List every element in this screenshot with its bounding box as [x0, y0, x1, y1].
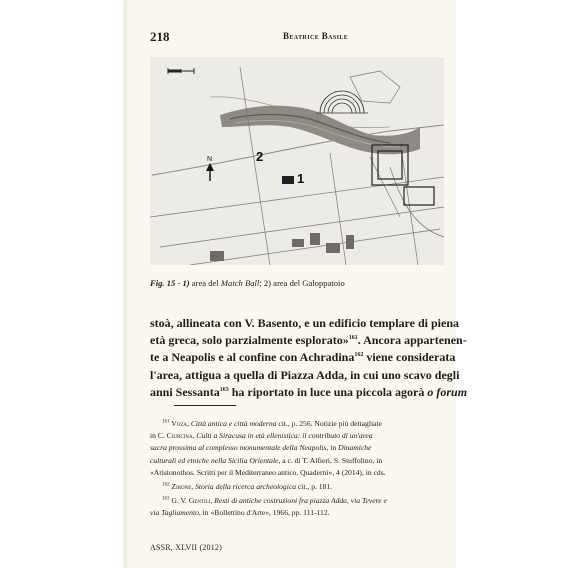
body-line-text: stoà, allineata con V. Basento, e un edificio templare di piena [150, 316, 460, 330]
footnote-author: Zirone [169, 482, 192, 492]
svg-text:N: N [207, 156, 213, 163]
body-line [150, 315, 460, 332]
footnote-line [150, 455, 444, 467]
footnote-161 [150, 418, 444, 479]
site-map-figure [150, 57, 444, 265]
body-line-italic: o forum [427, 384, 468, 399]
footnote-ref: 161 [348, 335, 358, 342]
body-line [150, 332, 467, 349]
footnote-text: in C. [150, 431, 167, 441]
caption-end: area del Galoppatoio [271, 278, 345, 288]
footnote-line [150, 481, 444, 493]
caption-prefix: Fig. 15 - 1) [150, 278, 190, 288]
footnote-line [150, 495, 444, 507]
footnote-text: , a c. di T. Alfieri, S. Stuffolino, in [278, 455, 383, 465]
footnote-title: Dinamiche [338, 443, 372, 453]
page-gutter-shadow [124, 0, 130, 568]
footnote-title: , Città antica e città moderna [187, 419, 277, 428]
footnote-line [150, 442, 444, 454]
footnote-162 [150, 481, 444, 493]
footnote-line [150, 418, 444, 430]
body-line [150, 384, 468, 401]
body-line-text: te a Neapolis e al confine con Achradina [150, 350, 355, 365]
page-footer: ASSR, XLVII (2012) [150, 543, 222, 552]
figure-caption [150, 277, 444, 289]
footnote-text: cit., p. 181. [296, 482, 333, 492]
footnote-line [150, 507, 444, 519]
footnote-number: 162 [162, 482, 170, 488]
footnote-text: cit., p. 256. Notizie più dettagliate [276, 419, 382, 428]
body-line-text: l'area, attigua a quella di Piazza Adda, in cui uno scavo degli [150, 367, 460, 382]
footnote-title: culturali ed etniche nella Sicilia Orientale [150, 455, 279, 465]
body-line [150, 349, 456, 366]
body-line-text: anni Sessanta [150, 384, 220, 399]
footnote-separator [174, 405, 236, 406]
footnote-line [150, 430, 444, 442]
footnote-text: , in [326, 443, 339, 453]
running-head: Beatrice Basile [283, 31, 349, 41]
footnote-163 [150, 495, 444, 519]
footnote-title: via Tagliamento [150, 508, 199, 518]
footnote-ref: 162 [354, 352, 364, 359]
footnote-number: 161 [162, 419, 170, 425]
footnote-line: «Aristonothos. Scritti per il Mediterraneo antico. Quaderni», 4 (2014), in cds. [150, 467, 386, 477]
footnote-title: , Culti a Siracusa in età ellenistica: il contributo di un'area [192, 431, 373, 441]
body-line-text: ha riportato in luce una piccola agorà [228, 384, 428, 399]
footnote-author: G. V. Gentili [169, 496, 211, 506]
footnote-ref: 163 [219, 386, 229, 393]
footnote-author: Ciurcina [166, 431, 193, 441]
caption-mid1: area del [189, 278, 221, 288]
footnote-author: Voza [169, 419, 188, 428]
body-paragraph [150, 315, 468, 401]
caption-italic1: Match Ball [220, 278, 260, 288]
footnote-number: 163 [162, 496, 170, 502]
footnote-title: sacra prossima al complesso monumentale della Neapolis [150, 443, 327, 453]
match-ball-area-marker [282, 176, 294, 184]
body-line-text: viene considerata [363, 350, 456, 365]
caption-mid2: ; 2) [259, 278, 272, 288]
map-label-1: 1 [297, 171, 305, 186]
footnote-text: , in «Bollettino d'Arte», 1966, pp. 111-112. [198, 508, 330, 518]
page-number: 218 [150, 29, 170, 44]
footnotes [150, 418, 444, 522]
site-map-drawing [150, 57, 444, 265]
footnote-title: , Storia della ricerca archeologica [191, 482, 297, 492]
body-line [150, 367, 460, 384]
page-header [150, 29, 444, 45]
body-line-text: . Ancora appartenen- [357, 333, 467, 348]
map-label-2: 2 [256, 149, 264, 164]
body-line-text: età greca, solo parzialmente esplorato» [150, 333, 349, 348]
footnote-title: , Resti di antiche costruzioni fra piazza Adda, via Tevere e [210, 496, 387, 506]
